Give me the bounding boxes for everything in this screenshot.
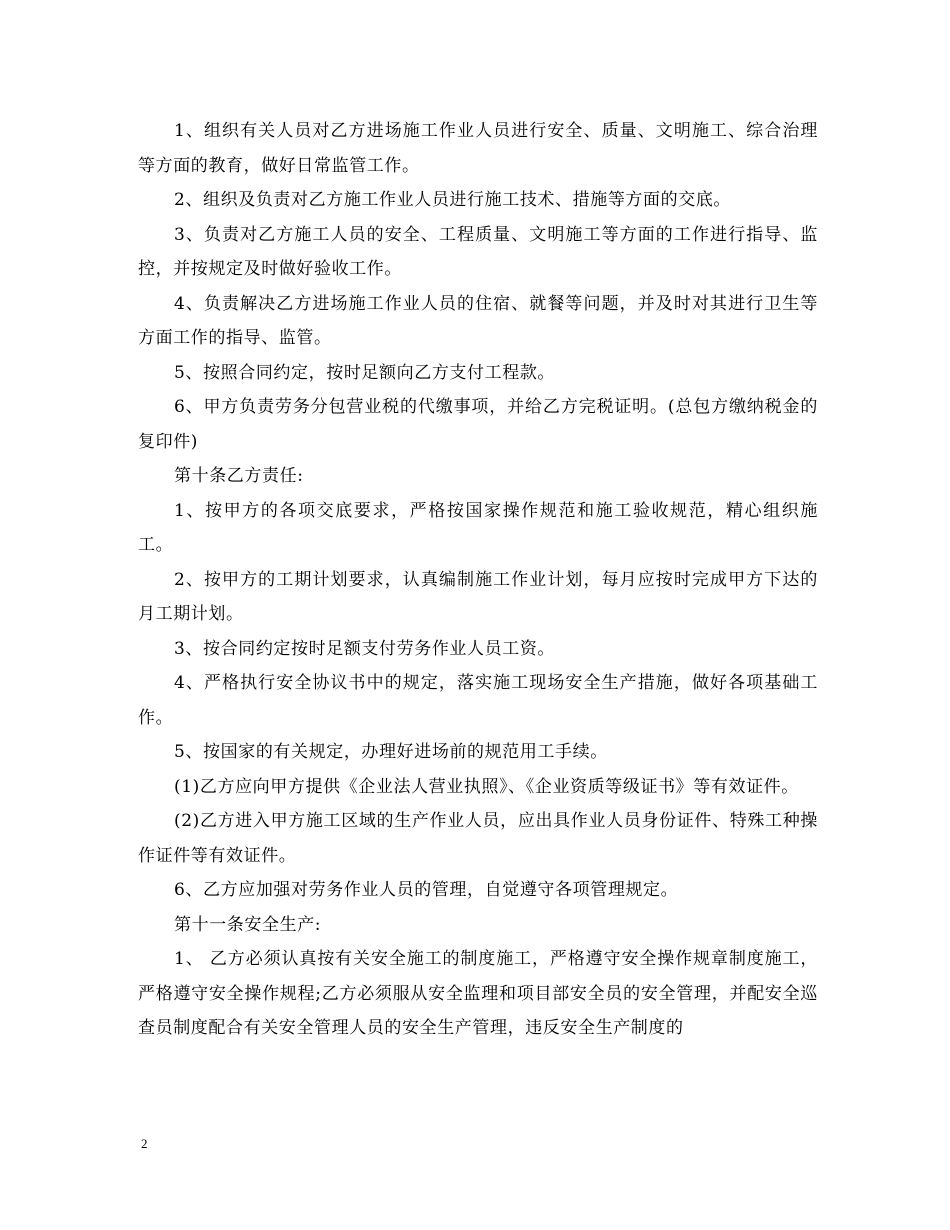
- paragraph: 2、按甲方的工期计划要求，认真编制施工作业计划，每月应按时完成甲方下达的月工期计划。: [138, 569, 818, 624]
- paragraph: 6、乙方应加强对劳务作业人员的管理，自觉遵守各项管理规定。: [174, 880, 679, 900]
- paragraph: 6、甲方负责劳务分包营业税的代缴事项，并给乙方完税证明。(总包方缴纳税金的复印件): [138, 397, 818, 452]
- paragraph: 1、按甲方的各项交底要求，严格按国家操作规范和施工验收规范，精心组织施工。: [138, 500, 818, 555]
- section-heading: 第十一条安全生产:: [174, 914, 322, 935]
- paragraph: 3、负责对乙方施工人员的安全、工程质量、文明施工等方面的工作进行指导、监控，并按规定及时做好验收工作。: [138, 224, 818, 279]
- paragraph: 5、按照合同约定，按时足额向乙方支付工程款。: [174, 362, 556, 383]
- paragraph: 4、严格执行安全协议书中的规定，落实施工现场安全生产措施，做好各项基础工作。: [138, 673, 818, 728]
- document-body: [138, 114, 818, 1046]
- section-heading: 第十条乙方责任:: [174, 466, 304, 486]
- paragraph: 5、按国家的有关规定，办理好进场前的规范用工手续。: [174, 742, 608, 762]
- page-number: 2: [141, 1136, 148, 1151]
- paragraph: (1)乙方应向甲方提供《企业法人营业执照》、《企业资质等级证书》等有效证件。: [174, 776, 799, 797]
- paragraph: 1、 乙方必须认真按有关安全施工的制度施工，严格遵守安全操作规章制度施工，严格遵守安全操作规程;乙方必须服从安全监理和项目部安全员的安全管理，并配安全巡查员制度配合有关安全管理人员的安全生产管理，违反安全生产制度的: [138, 949, 818, 1038]
- paragraph: 3、按合同约定按时足额支付劳务作业人员工资。: [174, 638, 556, 659]
- paragraph: (2)乙方进入甲方施工区域的生产作业人员，应出具作业人员身份证件、特殊工种操作证件等有效证件。: [138, 811, 818, 866]
- paragraph: 2、组织及负责对乙方施工作业人员进行施工技术、措施等方面的交底。: [174, 190, 732, 210]
- paragraph: 4、负责解决乙方进场施工作业人员的住宿、就餐等问题，并及时对其进行卫生等方面工作的指导、监管。: [138, 293, 818, 348]
- paragraph: 1、组织有关人员对乙方进场施工作业人员进行安全、质量、文明施工、综合治理等方面的教育，做好日常监管工作。: [138, 121, 818, 176]
